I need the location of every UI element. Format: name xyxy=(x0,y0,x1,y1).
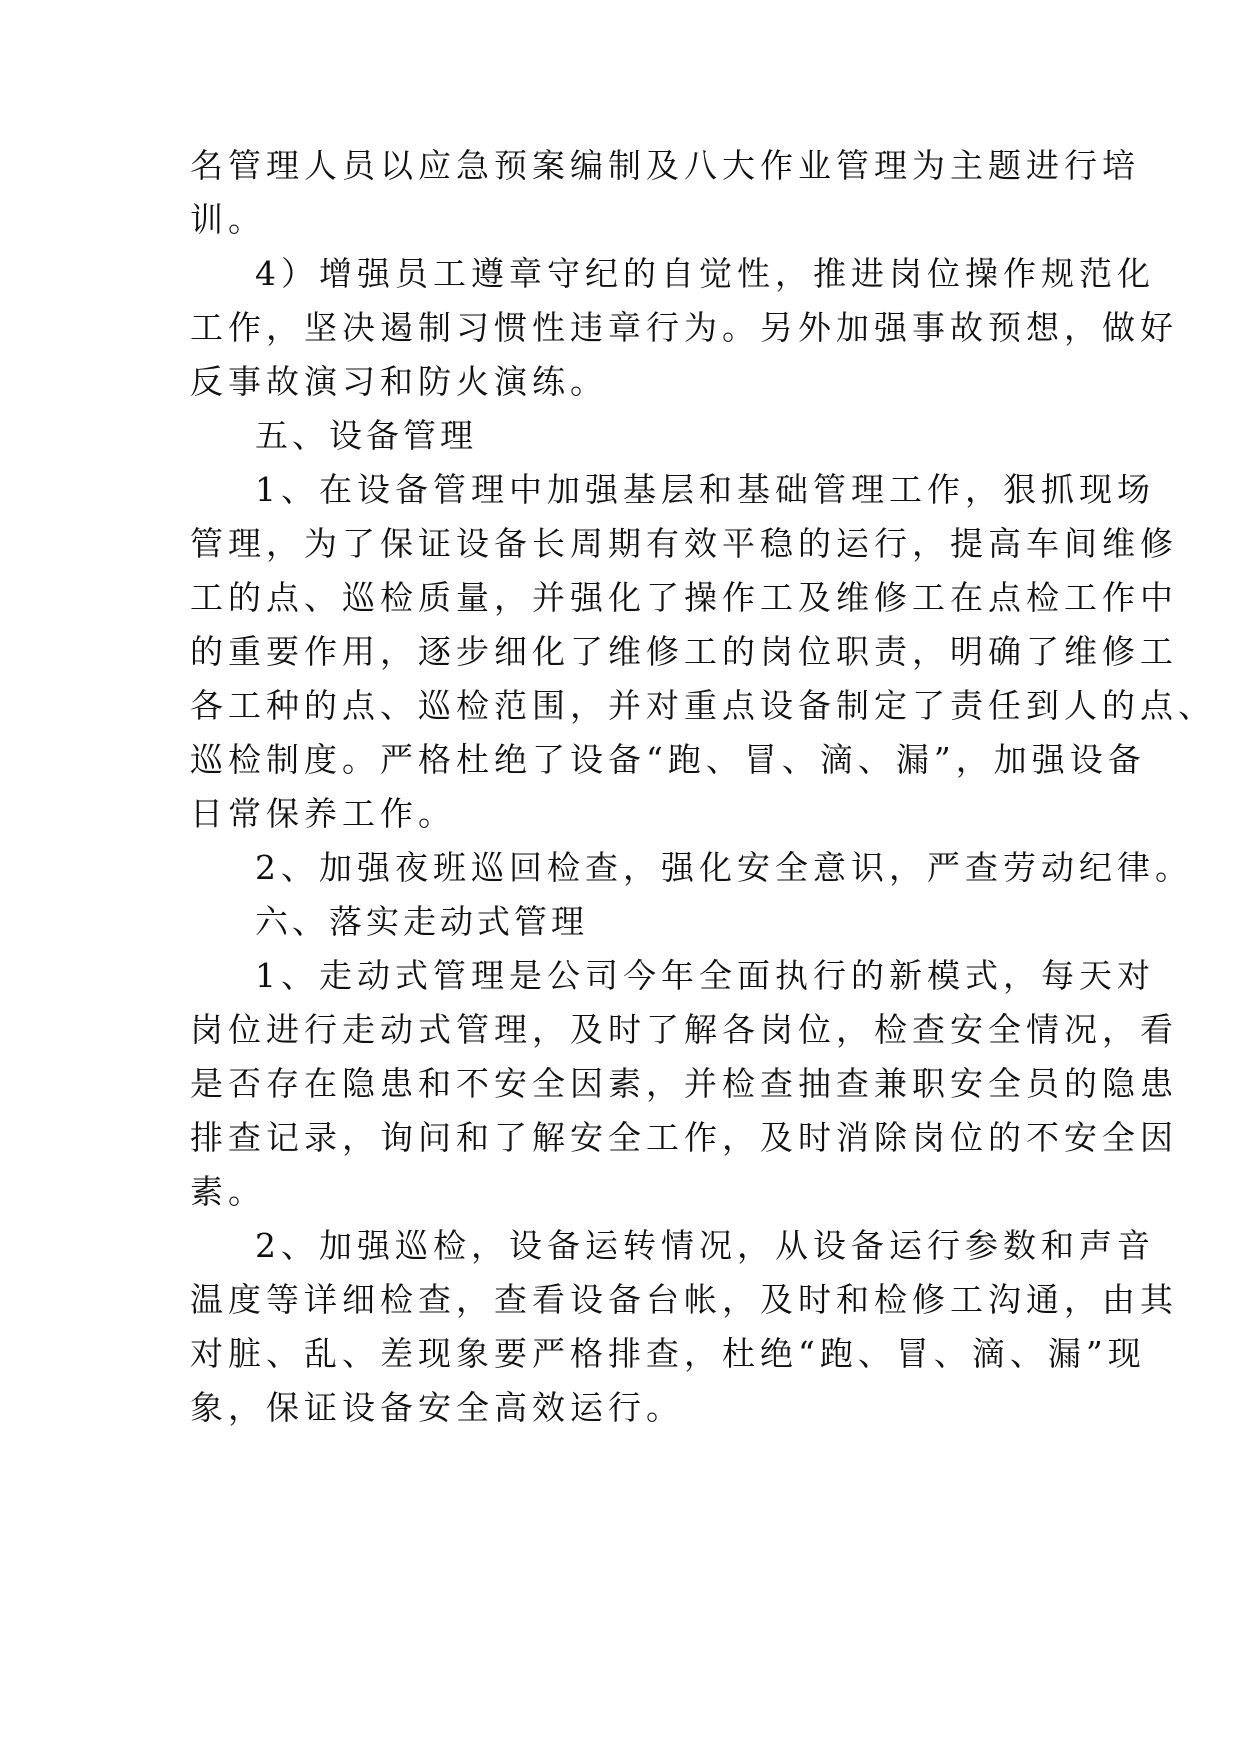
paragraph-line: 是否存在隐患和不安全因素，并检查抽查兼职安全员的隐患 xyxy=(190,1064,1178,1103)
section-heading: 五、设备管理 xyxy=(255,416,477,455)
paragraph-line: 训。 xyxy=(190,200,266,239)
paragraph-line: 反事故演习和防火演练。 xyxy=(190,362,608,401)
paragraph-line: 象，保证设备安全高效运行。 xyxy=(190,1388,684,1427)
paragraph-first-line: 1、走动式管理是公司今年全面执行的新模式，每天对 xyxy=(255,956,1155,995)
paragraph-first-line: 2、加强巡检，设备运转情况，从设备运行参数和声音 xyxy=(255,1226,1155,1265)
paragraph-line: 管理，为了保证设备长周期有效平稳的运行，提高车间维修 xyxy=(190,524,1178,563)
paragraph-line: 工作，坚决遏制习惯性违章行为。另外加强事故预想，做好 xyxy=(190,308,1178,347)
paragraph-line: 温度等详细检查，查看设备台帐，及时和检修工沟通，由其 xyxy=(190,1280,1178,1319)
paragraph-line: 名管理人员以应急预案编制及八大作业管理为主题进行培 xyxy=(190,146,1140,185)
paragraph-line: 排查记录，询问和了解安全工作，及时消除岗位的不安全因 xyxy=(190,1118,1178,1157)
paragraph-first-line: 2、加强夜班巡回检查，强化安全意识，严查劳动纪律。 xyxy=(255,848,1193,887)
paragraph-line: 对脏、乱、差现象要严格排查，杜绝“跑、冒、滴、漏”现 xyxy=(190,1334,1146,1373)
paragraph-line: 的重要作用，逐步细化了维修工的岗位职责，明确了维修工 xyxy=(190,632,1178,671)
paragraph-line: 日常保养工作。 xyxy=(190,794,456,833)
paragraph-line: 素。 xyxy=(190,1172,266,1211)
paragraph-line: 工的点、巡检质量，并强化了操作工及维修工在点检工作中 xyxy=(190,578,1178,617)
paragraph-line: 各工种的点、巡检范围，并对重点设备制定了责任到人的点、 xyxy=(190,686,1216,725)
section-heading: 六、落实走动式管理 xyxy=(255,902,588,941)
paragraph-first-line: 4）增强员工遵章守纪的自觉性，推进岗位操作规范化 xyxy=(255,254,1155,293)
paragraph-line: 岗位进行走动式管理，及时了解各岗位，检查安全情况，看 xyxy=(190,1010,1178,1049)
paragraph-line: 巡检制度。严格杜绝了设备“跑、冒、滴、漏”，加强设备 xyxy=(190,740,1146,779)
paragraph-first-line: 1、在设备管理中加强基层和基础管理工作，狠抓现场 xyxy=(255,470,1155,509)
